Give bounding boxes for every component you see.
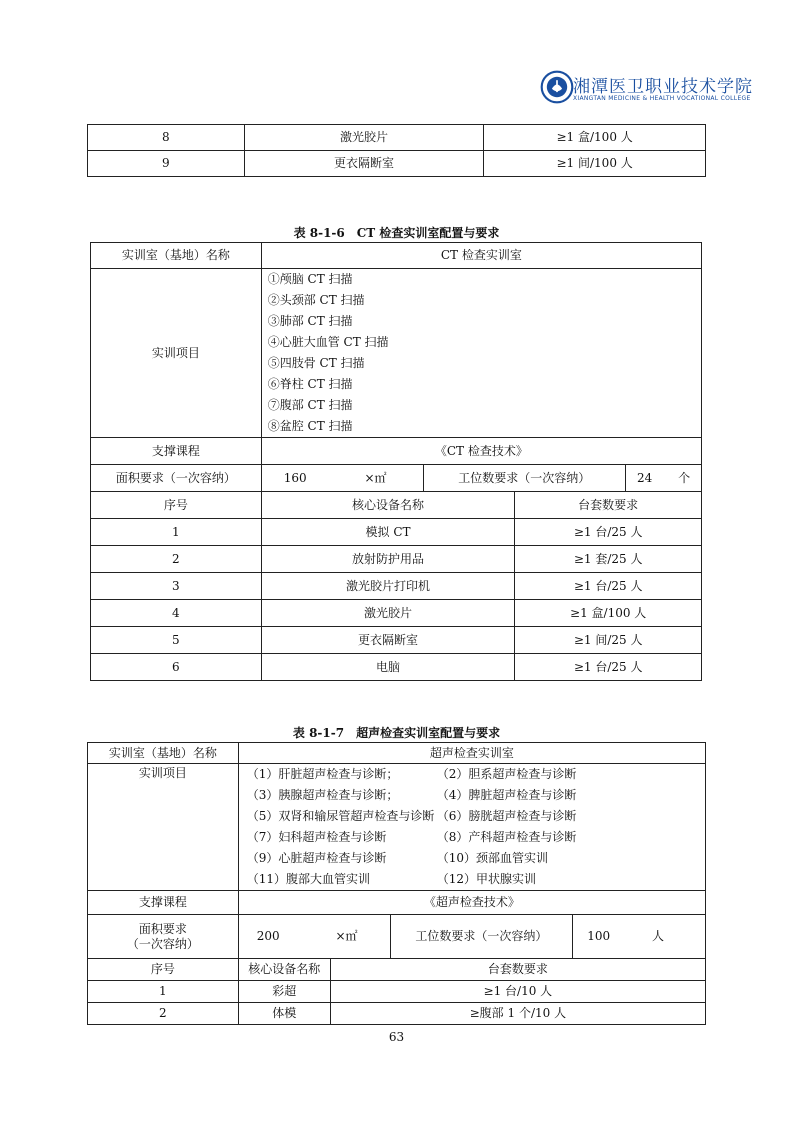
table-row <box>88 981 706 1003</box>
table-row <box>88 151 706 177</box>
items-label: 实训项目 <box>88 764 239 891</box>
list-item: ③肺部 CT 扫描 <box>267 314 353 328</box>
ct-table <box>90 242 702 681</box>
row-no: 4 <box>91 600 262 627</box>
stations-unit: 人 <box>651 929 664 944</box>
area-value <box>261 465 423 492</box>
row-no: 1 <box>88 981 239 1003</box>
area-unit: ×㎡ <box>335 929 358 944</box>
course-value: 《CT 检查技术》 <box>261 438 701 465</box>
list-item: （11）腹部大血管实训 <box>246 872 371 886</box>
area-number: 200 <box>256 929 280 944</box>
table-row <box>88 125 706 151</box>
row-name: 激光胶片 <box>261 600 515 627</box>
list-item: （12）甲状腺实训 <box>436 872 537 886</box>
row-qty: ≥1 盒/100 人 <box>484 125 706 151</box>
items-label: 实训项目 <box>91 269 262 438</box>
list-item: ④心脏大血管 CT 扫描 <box>267 335 389 349</box>
table-row <box>91 546 702 573</box>
area-number: 160 <box>283 470 307 485</box>
row-qty: ≥腹部 1 个/10 人 <box>330 1003 705 1025</box>
training-items <box>261 269 701 438</box>
list-item: ①颅脑 CT 扫描 <box>267 272 353 286</box>
list-item: （7）妇科超声检查与诊断 <box>246 830 387 844</box>
row-name: 电脑 <box>261 654 515 681</box>
list-item: ⑦腹部 CT 扫描 <box>267 398 353 412</box>
row-no: 1 <box>91 519 262 546</box>
list-item: （4）脾脏超声检查与诊断 <box>436 788 577 802</box>
school-name-en: XIANGTAN MEDICINE & HEALTH VOCATIONAL COLLEGE <box>573 95 751 102</box>
row-no: 2 <box>88 1003 239 1025</box>
col-qty-header: 台套数要求 <box>515 492 702 519</box>
stations-label: 工位数要求（一次容纳） <box>423 465 626 492</box>
list-item: （3）胰腺超声检查与诊断； <box>246 788 399 802</box>
row-qty: ≥1 台/10 人 <box>330 981 705 1003</box>
list-item: （5）双肾和输尿管超声检查与诊断 <box>246 809 435 823</box>
col-qty-header: 台套数要求 <box>330 959 705 981</box>
us-table-caption: 表 8-1-7 超声检查实训室配置与要求 <box>292 726 501 740</box>
list-item: （9）心脏超声检查与诊断 <box>246 851 387 865</box>
row-name: 激光胶片 <box>244 125 484 151</box>
col-name-header: 核心设备名称 <box>238 959 330 981</box>
row-no: 6 <box>91 654 262 681</box>
list-item: ⑥脊柱 CT 扫描 <box>267 377 353 391</box>
list-item: （10）颈部血管实训 <box>436 851 549 865</box>
area-label-line1: 面积要求 <box>138 922 187 937</box>
list-item: ⑤四肢骨 CT 扫描 <box>267 356 365 370</box>
row-name: 体模 <box>238 1003 330 1025</box>
area-label-line2: （一次容纳） <box>126 936 199 951</box>
list-item: ⑧盆腔 CT 扫描 <box>267 419 353 433</box>
row-name: 更衣隔断室 <box>244 151 484 177</box>
row-name: 放射防护用品 <box>261 546 515 573</box>
row-qty: ≥1 套/25 人 <box>515 546 702 573</box>
row-no: 2 <box>91 546 262 573</box>
room-label: 实训室（基地）名称 <box>91 243 262 269</box>
area-unit: ×㎡ <box>364 470 387 485</box>
row-qty: ≥1 间/100 人 <box>484 151 706 177</box>
training-items <box>238 764 705 891</box>
table-row <box>91 519 702 546</box>
list-item: （1）肝脏超声检查与诊断； <box>246 767 399 781</box>
table-row <box>91 654 702 681</box>
row-name: 模拟 CT <box>261 519 515 546</box>
table-row <box>91 573 702 600</box>
col-no-header: 序号 <box>88 959 239 981</box>
college-logo-icon <box>540 70 574 104</box>
area-label: 面积要求（一次容纳） <box>91 465 262 492</box>
stations-value <box>573 915 706 959</box>
course-value: 《超声检查技术》 <box>238 891 705 915</box>
list-item: （6）膀胱超声检查与诊断 <box>436 809 577 823</box>
row-no: 8 <box>88 125 245 151</box>
col-name-header: 核心设备名称 <box>261 492 515 519</box>
stations-number: 24 <box>636 470 653 485</box>
row-name: 更衣隔断室 <box>261 627 515 654</box>
stations-value <box>626 465 702 492</box>
row-qty: ≥1 盒/100 人 <box>515 600 702 627</box>
row-no: 3 <box>91 573 262 600</box>
row-qty: ≥1 间/25 人 <box>515 627 702 654</box>
row-no: 9 <box>88 151 245 177</box>
area-label <box>88 915 239 959</box>
top-table <box>87 124 706 177</box>
stations-number: 100 <box>587 929 611 944</box>
room-value: 超声检查实训室 <box>238 743 705 764</box>
row-qty: ≥1 台/25 人 <box>515 519 702 546</box>
room-label: 实训室（基地）名称 <box>88 743 239 764</box>
row-no: 5 <box>91 627 262 654</box>
row-qty: ≥1 台/25 人 <box>515 573 702 600</box>
list-item: （8）产科超声检查与诊断 <box>436 830 577 844</box>
row-qty: ≥1 台/25 人 <box>515 654 702 681</box>
col-no-header: 序号 <box>91 492 262 519</box>
course-label: 支撑课程 <box>91 438 262 465</box>
us-table <box>87 742 706 1025</box>
school-name: 湘潭医卫职业技术学院 <box>573 77 753 97</box>
list-item: ②头颈部 CT 扫描 <box>267 293 365 307</box>
room-value: CT 检查实训室 <box>261 243 701 269</box>
table-row <box>91 627 702 654</box>
table-row <box>88 1003 706 1025</box>
row-name: 激光胶片打印机 <box>261 573 515 600</box>
stations-unit: 个 <box>678 470 691 485</box>
ct-table-caption: 表 8-1-6 CT 检查实训室配置与要求 <box>293 226 500 240</box>
course-label: 支撑课程 <box>88 891 239 915</box>
list-item: （2）胆系超声检查与诊断 <box>436 767 577 781</box>
page-number: 63 <box>388 1030 405 1044</box>
stations-label: 工位数要求（一次容纳） <box>390 915 573 959</box>
area-value <box>238 915 390 959</box>
row-name: 彩超 <box>238 981 330 1003</box>
table-row <box>91 600 702 627</box>
